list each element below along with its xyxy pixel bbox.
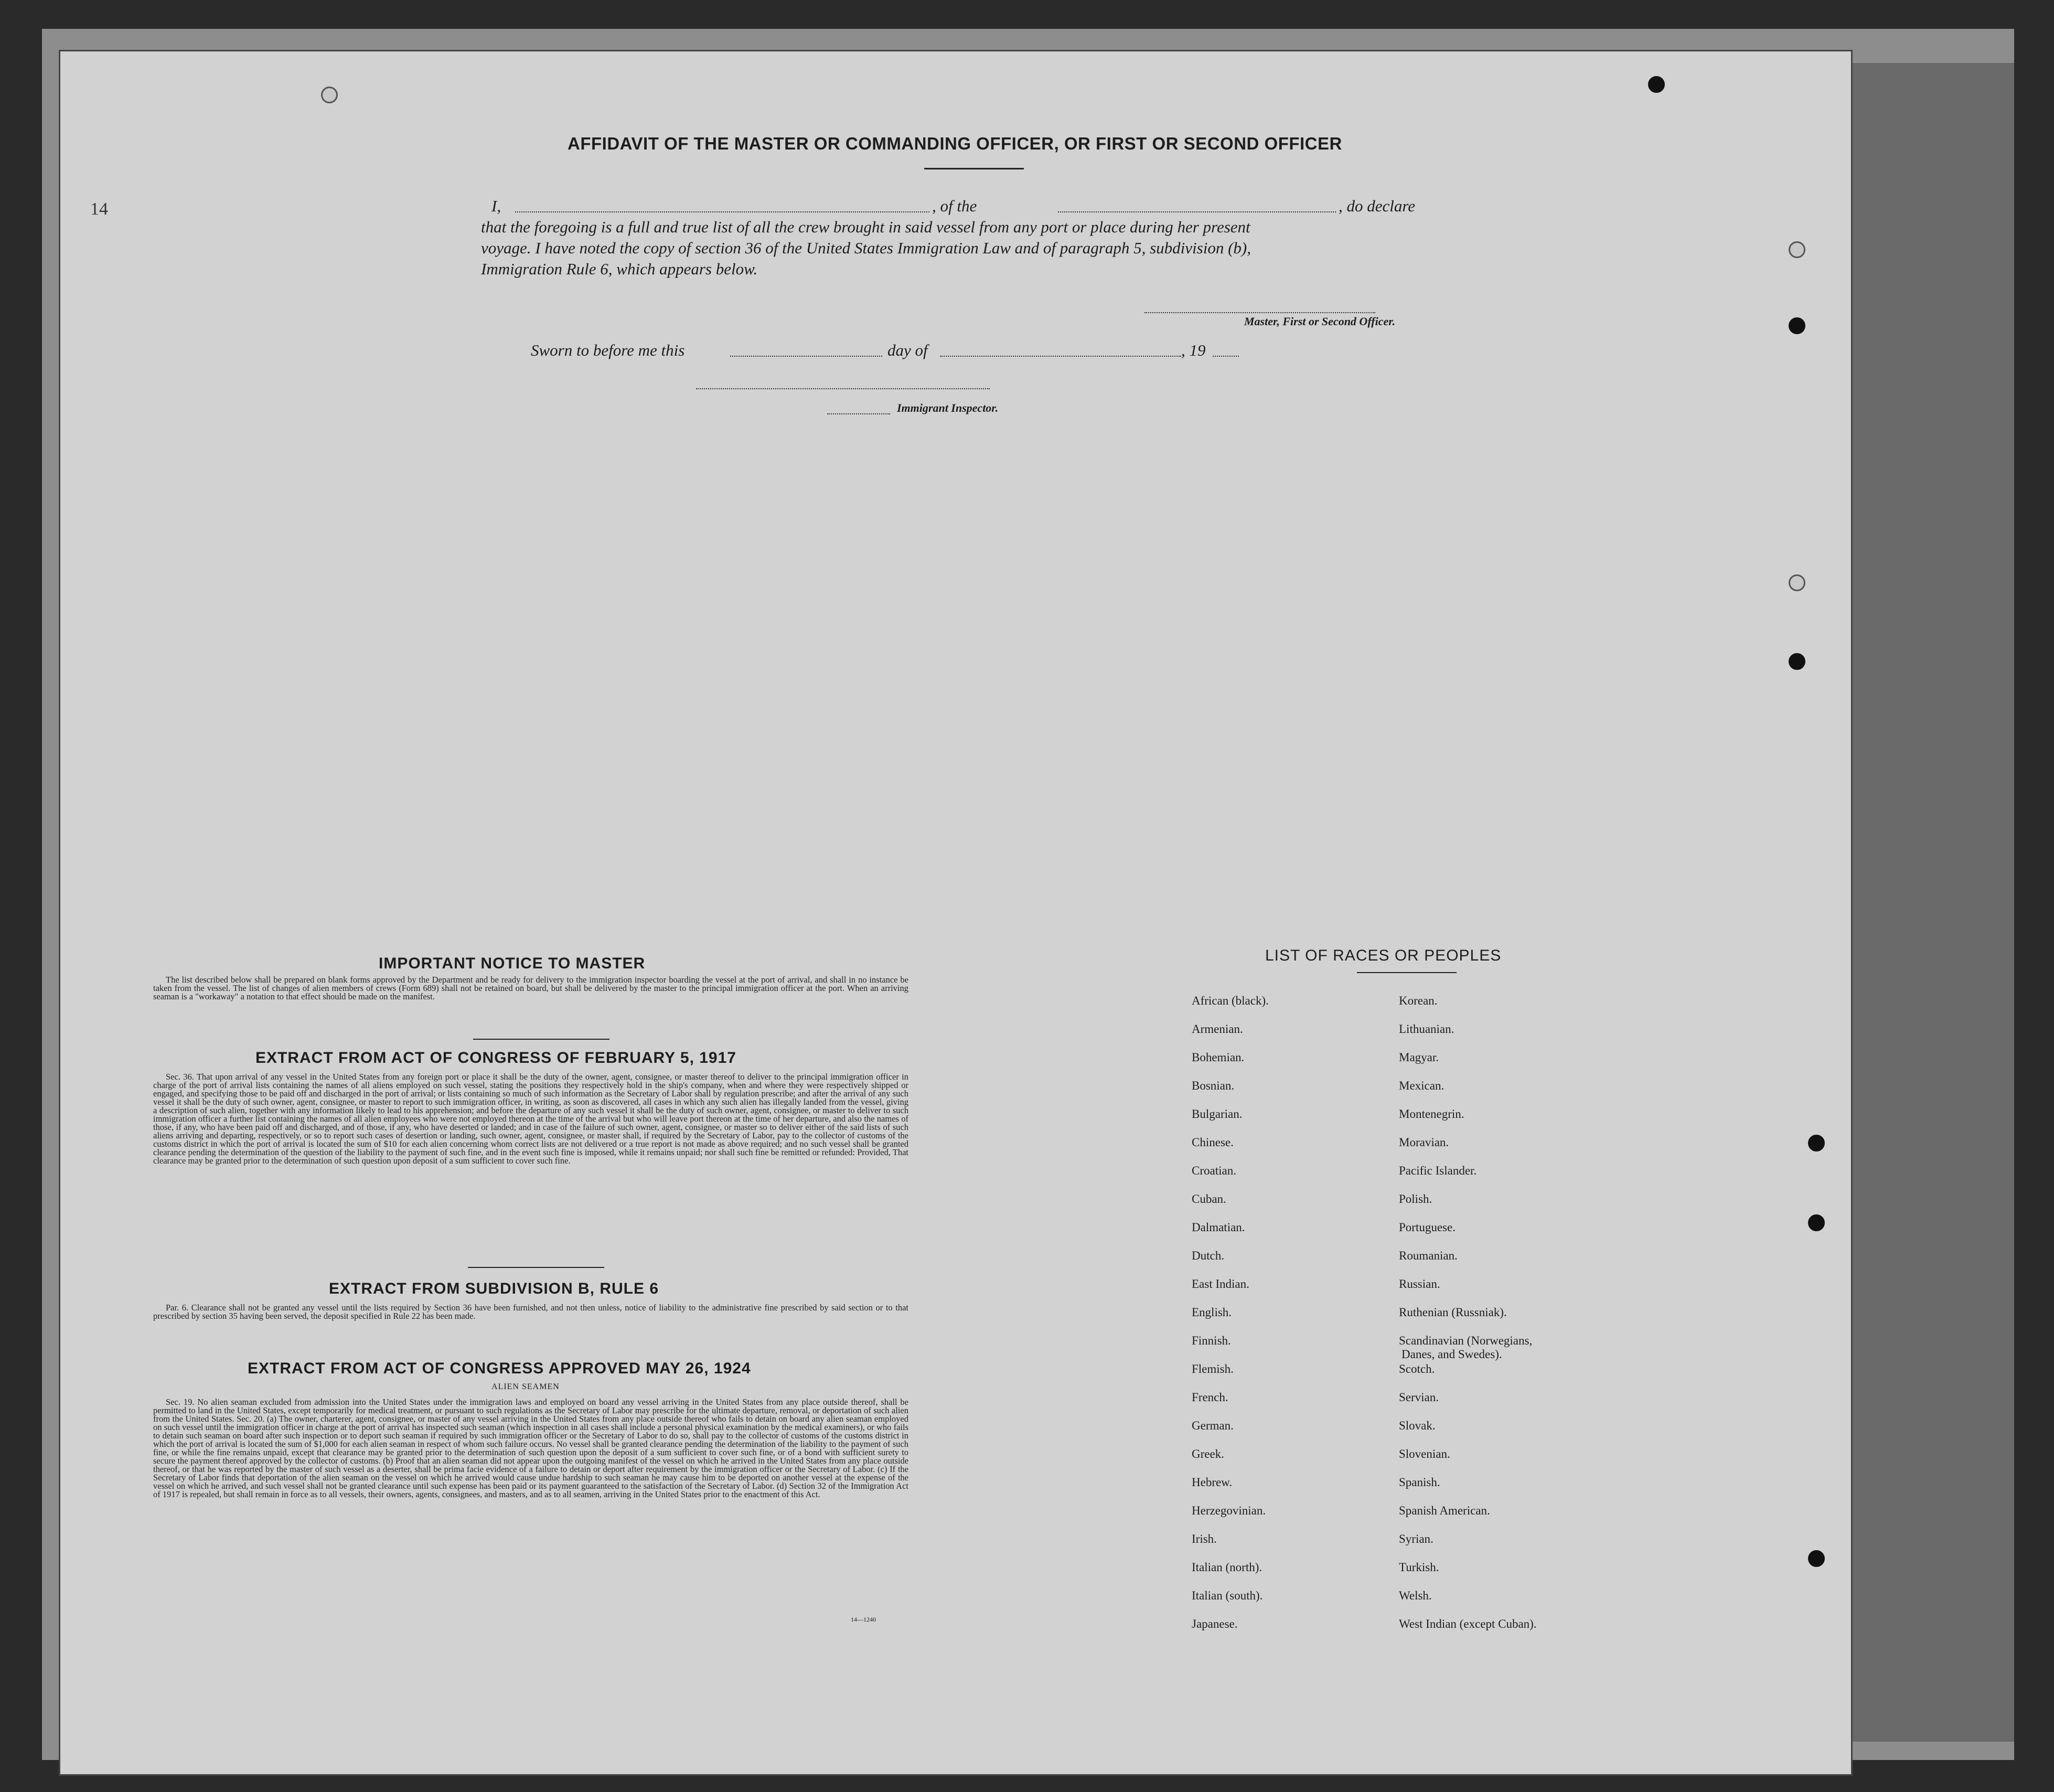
race-item: Russian.: [1399, 1277, 1440, 1290]
affidavit-line-4: Immigration Rule 6, which appears below.: [481, 260, 758, 278]
margin-note: 14: [90, 199, 108, 219]
affidavit-do-declare: , do declare: [1339, 197, 1416, 215]
affidavit-title: AFFIDAVIT OF THE MASTER OR COMMANDING OFFICER, OR FIRST OR SECOND OFFICER: [568, 134, 1342, 153]
section-divider: [473, 1039, 609, 1040]
race-item: Portuguese.: [1399, 1221, 1456, 1234]
race-item: Spanish American.: [1399, 1504, 1490, 1517]
vessel-blank-field[interactable]: [1058, 211, 1336, 212]
race-item: Hebrew.: [1192, 1476, 1233, 1489]
binder-hole-icon: [1789, 241, 1805, 258]
race-item: Italian (north).: [1192, 1561, 1263, 1574]
race-item: Croatian.: [1192, 1164, 1236, 1177]
extract-1917-title: EXTRACT FROM ACT OF CONGRESS OF FEBRUARY 5, 1917: [255, 1049, 736, 1066]
race-item: Slovenian.: [1399, 1447, 1450, 1460]
day-of-label: day of: [887, 341, 928, 359]
race-item: Korean.: [1399, 994, 1438, 1007]
inspector-signature-field[interactable]: [696, 388, 990, 389]
race-item: Armenian.: [1192, 1022, 1243, 1036]
race-item: Mexican.: [1399, 1079, 1445, 1092]
race-item: Dalmatian.: [1192, 1221, 1245, 1234]
race-item: East Indian.: [1192, 1277, 1249, 1290]
race-item: German.: [1192, 1419, 1234, 1432]
sworn-day-field[interactable]: [730, 356, 882, 357]
race-item: Irish.: [1192, 1532, 1217, 1545]
races-title: LIST OF RACES OR PEOPLES: [1265, 947, 1502, 964]
document-page: [59, 50, 1853, 1776]
race-item: Polish.: [1399, 1192, 1432, 1206]
race-item: Pacific Islander.: [1399, 1164, 1477, 1177]
affidavit-i-label: I,: [491, 197, 501, 215]
races-divider: [1357, 972, 1457, 973]
race-item: Roumanian.: [1399, 1249, 1458, 1262]
race-item: Danes, and Swedes).: [1402, 1348, 1502, 1361]
race-item: Flemish.: [1192, 1362, 1234, 1375]
signature-caption: Master, First or Second Officer.: [1244, 315, 1396, 328]
race-item: Slovak.: [1399, 1419, 1436, 1432]
extract-1924-subtitle: ALIEN SEAMEN: [491, 1382, 560, 1391]
race-item: Japanese.: [1192, 1617, 1238, 1630]
race-item: Dutch.: [1192, 1249, 1224, 1262]
race-item: French.: [1192, 1391, 1228, 1404]
binder-hole-icon: [1808, 1214, 1825, 1231]
extract-1924-title: EXTRACT FROM ACT OF CONGRESS APPROVED MAY 26, 1924: [248, 1360, 751, 1377]
sworn-year-field[interactable]: [1213, 356, 1239, 357]
name-blank-field[interactable]: [515, 211, 929, 212]
race-item: Bosnian.: [1192, 1079, 1235, 1092]
inspector-caption: Immigrant Inspector.: [897, 401, 999, 414]
race-item: Montenegrin.: [1399, 1107, 1464, 1121]
affidavit-line-3: voyage. I have noted the copy of section 36 of the United States Immigration Law and of paragraph 5, subdivision (b),: [481, 239, 1251, 257]
race-item: Lithuanian.: [1399, 1022, 1454, 1036]
underlying-page-edge: [1846, 63, 2014, 1742]
title-divider: [924, 168, 1024, 169]
notice-text: The list described below shall be prepared on blank forms approved by the Department and be ready for delivery to the immigration inspector boarding the vessel at the port of arrival, and shall in no instance be taken from the vessel. The list of changes of alien members of crews (Form 689) shall not be retained on board, but shall be delivered by the master to the principal immigration officer at the port. When an arriving seaman is a "workaway" a notation to that effect should be made on the manifest.: [153, 975, 908, 1001]
binder-hole-icon: [1808, 1550, 1825, 1567]
binder-hole-icon: [1789, 574, 1805, 591]
race-item: Moravian.: [1399, 1136, 1449, 1149]
binder-hole-icon: [1808, 1135, 1825, 1151]
extract-1917-text: Sec. 36. That upon arrival of any vessel in the United States from any foreign port or place it shall be the duty of the owner, agent, consignee, or master thereof to deliver to the principal immigration officer in charge of the port of arrival lists containing the names of all aliens employed on such vessel, stating the positions they respectively hold in the ship's company, when and where they were respectively shipped or engaged, and specifying those to be paid off and discharged in the port of arrival; or lists containing so much of such information as the Secretary of Labor shall by regulation prescribe; and after the arrival of any such vessel it shall be the duty of such owner, agent, consignee, or master to report to such immigration officer, in writing, as soon as discovered, all cases in which any such alien has illegally landed from the vessel, giving a description of such alien, together with any information likely to lead to his apprehension; and before the departure of any such vessel it shall be the duty of such owner, agent, consignee, or master to deliver to such immigration officer a further list containing the names of all alien employees who were not employed thereon at the time of the arrival but who will leave port thereon at the time of her departure, and also the names of those, if any, who have been paid off and discharged, and of those, if any, who have deserted or landed; and in case of the failure of such owner, agent, consignee, or master so to deliver either of the said lists of such aliens arriving and departing, respectively, or so to report such cases of desertion or landing, such owner, agent, consignee, or master shall, if required by the Secretary of Labor, pay to the collector of customs of the customs district in which the port of arrival is located the sum of $10 for each alien concerning whom correct lists are not delivered or a true report is not made as above required; and no such vessel shall be granted clearance pending the determination of the question of the liability to the payment of such fine, and in the event such fine is imposed, while it remains unpaid; nor shall such fine be remitted or refunded: Provided, That clearance may be granted prior to the determination of such question upon deposit of a sum sufficient to cover such fine.: [153, 1072, 908, 1166]
rule6-text: Par. 6. Clearance shall not be granted any vessel until the lists required by Section 36 have been furnished, and not then unless, notice of liability to the administrative fine prescribed by said section or to that prescribed by section 35 having been served, the deposit specified in Rule 22 has been made.: [153, 1303, 908, 1321]
affidavit-line-2: that the foregoing is a full and true list of all the crew brought in said vessel from any port or place during her present: [481, 218, 1250, 236]
punch-hole-icon: [321, 87, 338, 103]
race-item: Scandinavian (Norwegians,: [1399, 1334, 1533, 1347]
binder-hole-icon: [1789, 653, 1805, 670]
rule6-title: EXTRACT FROM SUBDIVISION B, RULE 6: [329, 1280, 659, 1297]
punch-hole-icon: [1648, 76, 1665, 93]
race-item: Welsh.: [1399, 1589, 1432, 1602]
binder-hole-icon: [1789, 317, 1805, 334]
extract-1924-text: Sec. 19. No alien seaman excluded from admission into the United States under the immigration laws and employed on board any vessel arriving in the United States from any place outside thereof, shall be permitted to land in the United States, except temporarily for medical treatment, or pursuant to such regulations as the Secretary of Labor may prescribe for the ultimate departure, removal, or deportation of such alien from the United States. Sec. 20. (a) The owner, charterer, agent, consignee, or master of any vessel arriving in the United States from any place outside thereof who fails to detain on board any alien seaman employed on such vessel until the immigration officer in charge at the port of arrival has inspected such seaman (which inspection in all cases shall include a personal physical examination by the medical examiners), or who fails to detain such seaman on board after such inspection or to deport such seaman if required by such immigration officer or the Secretary of Labor to do so, shall pay to the collector of customs of the customs district in which the port of arrival is located the sum of $1,000 for each alien seaman in respect of whom such failure occurs. No vessel shall be granted clearance pending the determination of the liability to the payment of such fine, or while the fine remains unpaid, except that clearance may be granted prior to the determination of such question upon the deposit of a sum sufficient to cover such fine, or of a bond with sufficient surety to secure the payment thereof approved by the collector of customs. (b) Proof that an alien seaman did not appear upon the outgoing manifest of the vessel on which he arrived in the United States from any place outside thereof, or that he was reported by the master of such vessel as a deserter, shall be prima facie evidence of a failure to detain or deport after requirement by the immigration officer or the Secretary of Labor. (c) If the Secretary of Labor finds that deportation of the alien seaman on the vessel on which he arrived would cause undue hardship to such seaman he may cause him to be deported on another vessel at the expense of the vessel on which he arrived, and such vessel shall not be granted clearance until such expense has been paid or its payment guaranteed to the satisfaction of the Secretary of Labor. (d) Section 32 of the Immigration Act of 1917 is repealed, but shall remain in force as to all vessels, their owners, agents, consignees, and masters, and as to all seamen, arriving in the United States prior to the enactment of this Act.: [153, 1397, 908, 1499]
race-item: West Indian (except Cuban).: [1399, 1617, 1537, 1630]
form-number: 14—1240: [851, 1616, 876, 1623]
race-item: Cuban.: [1192, 1192, 1226, 1206]
inspector-prefix-line: [827, 413, 890, 414]
race-item: Bohemian.: [1192, 1051, 1245, 1064]
race-item: Turkish.: [1399, 1561, 1439, 1574]
race-item: Servian.: [1399, 1391, 1439, 1404]
race-item: Ruthenian (Russniak).: [1399, 1306, 1507, 1319]
race-item: Chinese.: [1192, 1136, 1234, 1149]
race-item: Italian (south).: [1192, 1589, 1263, 1602]
race-item: Finnish.: [1192, 1334, 1231, 1347]
race-item: African (black).: [1192, 994, 1269, 1007]
race-item: Greek.: [1192, 1447, 1224, 1460]
signature-blank-field[interactable]: [1144, 312, 1375, 313]
race-item: Syrian.: [1399, 1532, 1433, 1545]
year-prefix-label: , 19: [1181, 341, 1206, 359]
race-item: Herzegovinian.: [1192, 1504, 1266, 1517]
sworn-to-label: Sworn to before me this: [531, 341, 685, 359]
notice-title: IMPORTANT NOTICE TO MASTER: [379, 955, 646, 972]
race-item: English.: [1192, 1306, 1232, 1319]
sworn-month-field[interactable]: [940, 356, 1181, 357]
affidavit-of-the: , of the: [932, 197, 977, 215]
race-item: Scotch.: [1399, 1362, 1435, 1375]
race-item: Spanish.: [1399, 1476, 1440, 1489]
race-item: Bulgarian.: [1192, 1107, 1243, 1121]
section-divider: [468, 1267, 604, 1268]
race-item: Magyar.: [1399, 1051, 1439, 1064]
